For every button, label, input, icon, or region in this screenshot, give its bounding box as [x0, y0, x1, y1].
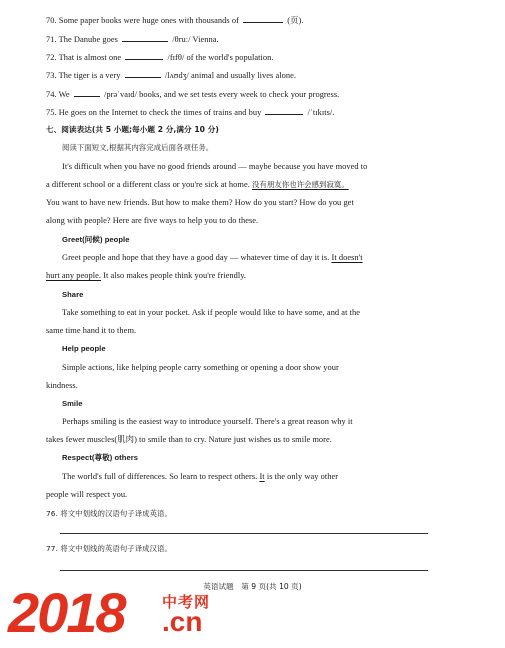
heading-respect: Respect(尊敬) others — [62, 453, 139, 462]
section-instruction: 阅读下面短文,根据其内容完成后面各项任务。 — [62, 143, 214, 152]
passage-p6-line2: people will respect you. — [46, 490, 128, 499]
answer-blank-71[interactable] — [122, 33, 168, 42]
passage-p5-line2: takes fewer muscles(肌肉) to smile than to cry. Nature just wishes us to smile more. — [46, 435, 332, 444]
answer-blank-73[interactable] — [125, 69, 161, 78]
logo-site-name: 中考网 — [162, 593, 211, 611]
underlined-english-sentence-part1: It doesn't — [331, 253, 363, 262]
answer-blank-70[interactable] — [243, 14, 283, 23]
logo-site-domain: .cn — [162, 606, 203, 637]
page-footer: 英语试题 第 9 页(共 10 页) — [203, 582, 302, 591]
passage-p1-line3: You want to have new friends. But how to make them? How do you start? How do you get — [46, 198, 354, 207]
question-72: 72. That is almost one /fɪfθ/ of the world's population. — [46, 53, 274, 62]
logo-year: 2018 — [8, 581, 125, 644]
passage-p1-line2: a different school or a different class or you're sick at home. 没有朋友你也许会感到寂寞。 — [46, 180, 349, 189]
question-71: 71. The Danube goes /θruː/ Vienna. — [46, 35, 219, 44]
passage-p1-line4: along with people? Here are five ways to help you to do these. — [46, 216, 259, 225]
passage-p5-line1: Perhaps smiling is the easiest way to introduce yourself. There's a great reason why it — [62, 417, 353, 426]
task-76: 76. 将文中划线的汉语句子译成英语。 — [46, 509, 172, 518]
answer-line-76[interactable] — [60, 533, 428, 534]
underlined-chinese-sentence: 没有朋友你也许会感到寂寞。 — [252, 180, 349, 189]
section-title: 七、阅读表达(共 5 小题;每小题 2 分,满分 10 分) — [46, 125, 219, 134]
heading-smile: Smile — [62, 399, 83, 408]
passage-p3-line1: Take something to eat in your pocket. Ask if people would like to have some, and at the — [62, 308, 360, 317]
task-77: 77. 将文中划线的英语句子译成汉语。 — [46, 544, 172, 553]
heading-greet: Greet(问候) people — [62, 235, 130, 244]
passage-p3-line2: same time hand it to them. — [46, 326, 137, 335]
question-74: 74. We /prəˈvaɪd/ books, and we set tests every week to check your progress. — [46, 90, 340, 99]
answer-line-77[interactable] — [60, 570, 428, 571]
question-75: 75. He goes on the Internet to check the times of trains and buy /ˈtɪkɪts/. — [46, 108, 335, 117]
underlined-it: It — [259, 472, 265, 481]
answer-blank-75[interactable] — [265, 106, 303, 115]
passage-p4-line2: kindness. — [46, 381, 78, 390]
site-watermark-logo — [8, 581, 308, 645]
passage-p1-line1: It's difficult when you have no good friends around — maybe because you have moved to — [62, 162, 368, 171]
passage-p6-line1: The world's full of differences. So learn to respect others. It is the only way other — [62, 472, 339, 481]
answer-blank-74[interactable] — [74, 88, 100, 97]
heading-share: Share — [62, 290, 84, 299]
passage-p2-line2: hurt any people. It also makes people think you're friendly. — [46, 271, 247, 280]
heading-help: Help people — [62, 344, 106, 353]
passage-p4-line1: Simple actions, like helping people carry something or opening a door show your — [62, 363, 339, 372]
question-73: 73. The tiger is a very /lʌʊdʒ/ animal and usually lives alone. — [46, 71, 297, 80]
question-70: 70. Some paper books were huge ones with thousands of (页). — [46, 16, 304, 25]
underlined-english-sentence-part2: hurt any people. — [46, 271, 101, 280]
answer-blank-72[interactable] — [125, 51, 163, 60]
passage-p2-line1: Greet people and hope that they have a good day — whatever time of day it is. It doesn't — [62, 253, 363, 262]
